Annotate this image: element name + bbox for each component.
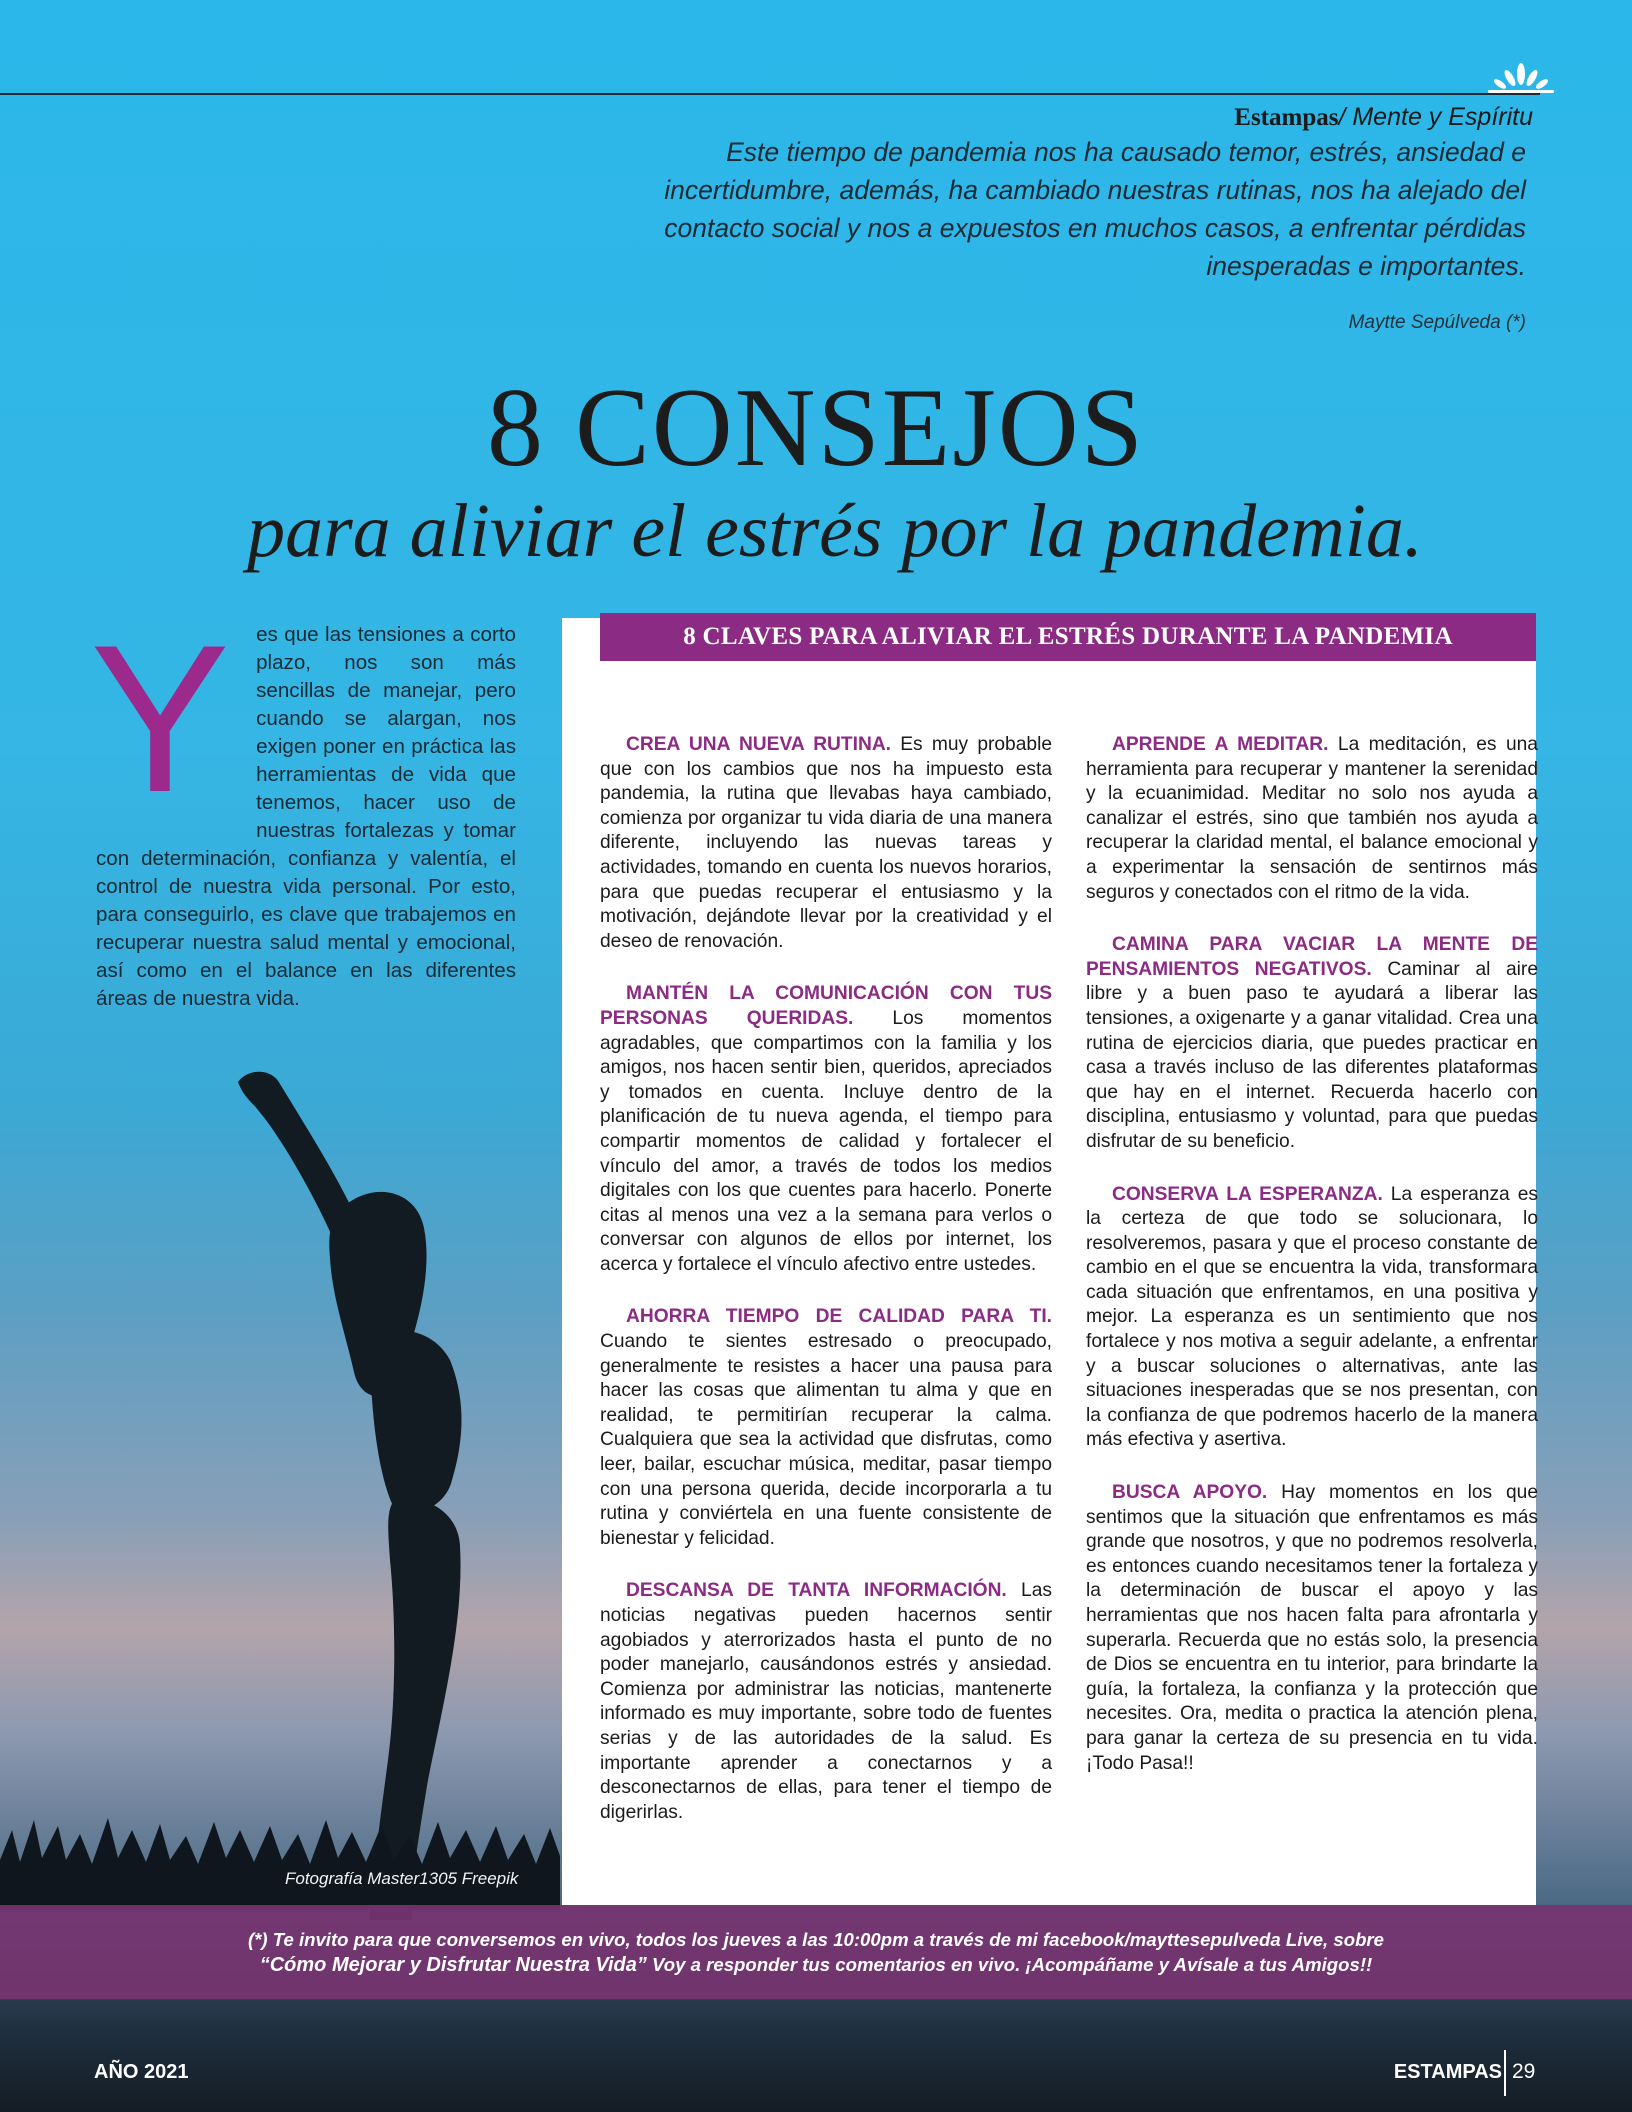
lead-text: es que las tensiones a corto plazo, nos son más sencillas de manejar, pero cuando se alargan, nos exigen poner en práctica las herramientas de vida que tenemos, hacer uso de nuestras fortalezas y tomar con determinación, confianza y valentía, el control de nuestra vida personal. Por esto, para conseguirlo, es clave que trabajemos en recuperar nuestra salud mental y emocional, así como en el balance en las diferentes áreas de nuestra vida. bbox=[96, 623, 516, 1010]
tip-item bbox=[1086, 1481, 1538, 1776]
page-number: 29 bbox=[1512, 2060, 1536, 2083]
tip-item bbox=[1086, 1183, 1538, 1454]
tip-item bbox=[600, 1305, 1052, 1551]
yoga-silhouette-image bbox=[220, 1060, 540, 1920]
section-name: / Mente y Espíritu bbox=[1338, 103, 1533, 131]
footer-line-1: (*) Te invito para que conversemos en vivo, todos los jueves a las 10:00pm a través de mi facebook/mayttesepulveda Live, sobre bbox=[247, 1929, 1385, 1950]
tip-item bbox=[600, 1579, 1052, 1825]
tip-heading: AHORRA TIEMPO DE CALIDAD PARA TI. bbox=[626, 1306, 1052, 1328]
tips-column-left bbox=[600, 733, 1052, 1853]
tip-item bbox=[1086, 733, 1538, 905]
article-subtitle: para aliviar el estrés por la pandemia. bbox=[247, 489, 1423, 573]
footer-invitation bbox=[0, 1927, 1632, 1978]
photo-credit: Fotografía Master1305 Freepik bbox=[285, 1869, 519, 1888]
tip-item bbox=[1086, 933, 1538, 1154]
tip-body: Hay momentos en los que sentimos que la situación que enfrentamos es más grande que nosotros, y que no podremos resolverla, es entonces cuando necesitamos tener la fortaleza y la determinación de buscar el apoyo y las herramientas que nos hacen falta para afrontarla y superarla. Recuerda que no estás solo, la presencia de Dios se encuentra en tu interior, para brindarte la guía, la fortaleza, la confianza y la protección que necesites. Ora, medita o practica la atención plena, para ganar la certeza de su presencia en tu vida. ¡Todo Pasa!! bbox=[1086, 1482, 1538, 1774]
lead-paragraph bbox=[90, 601, 516, 1013]
tip-body: La esperanza es la certeza de que todo se solucionara, lo resolveremos, pasara y que el proceso constante de cambio en el que se encuentra la vida, transformara cada situación que enfrentamos, en una positiva y mejor. La esperanza es un sentimiento que nos fortalece y nos motiva a seguir adelante, a enfrentar y a buscar soluciones o alternativas, ante las situaciones inesperadas que se nos presentan, con la confianza de que podremos hacerlo de la manera más efectiva y asertiva. bbox=[1086, 1183, 1538, 1451]
intro-quote: Este tiempo de pandemia nos ha causado temor, estrés, ansiedad e incertidumbre, además, ha cambiado nuestras rutinas, nos ha alejado del contacto social y nos a expuestos en muchos casos, a enfrentar pérdidas inesperadas e importantes. bbox=[664, 137, 1526, 281]
page-year: AÑO 2021 bbox=[94, 2061, 189, 2083]
top-rule bbox=[0, 93, 1540, 95]
grass-silhouette bbox=[0, 1800, 560, 1910]
tip-heading: CAMINA PARA VACIAR LA MENTE DE PENSAMIENTOS NEGATIVOS. bbox=[1086, 934, 1538, 980]
tip-body: La meditación, es una herramienta para recuperar y mantener la serenidad y la ecuanimidad. Meditar no solo nos ayuda a canalizar el estrés, sino que también nos ayuda a recuperar la claridad mental, el balance emocional y a experimentar la sensación de sentirnos más seguros y conectados con el ritmo de la vida. bbox=[1086, 734, 1538, 903]
tips-column-right bbox=[1086, 733, 1538, 1804]
tip-heading: CREA UNA NUEVA RUTINA. bbox=[626, 734, 892, 755]
tip-body: Cuando te sientes estresado o preocupado, generalmente te resistes a hacer una pausa para hacer las cosas que alimentan tu alma y que en realidad, te permitirían recuperar la calma. Cualquiera que sea la actividad que disfrutas, como leer, bailar, escuchar música, meditar, pasar tiempo con una persona querida, decide incorporarla a tu rutina y conviértela en una fuente consistente de bienestar y felicidad. bbox=[600, 1331, 1052, 1549]
page-separator bbox=[1504, 2050, 1506, 2096]
tip-heading: MANTÉN LA COMUNICACIÓN CON TUS PERSONAS QUERIDAS. bbox=[600, 983, 1052, 1029]
tip-heading: CONSERVA LA ESPERANZA. bbox=[1112, 1183, 1383, 1205]
author-byline: Maytte Sepúlveda (*) bbox=[1348, 312, 1526, 333]
drop-cap: Y bbox=[90, 601, 231, 836]
tip-body: Caminar al aire libre y a buen paso te ayudará a liberar las tensiones, a oxigenarte y a ganar vitalidad. Crea una rutina de ejercicios diaria, que puedes practicar en casa a través incluso de las diferentes plataformas que hay en el internet. Recuerda hacerlo con disciplina, entusiasmo y voluntad, para que puedas disfrutar de su beneficio. bbox=[1086, 958, 1538, 1152]
footer-line-2: Voy a responder tus comentarios en vivo. ¡Acompáñame y Avísale a tus Amigos!! bbox=[646, 1954, 1373, 1975]
brand-name: Estampas bbox=[1234, 104, 1339, 131]
tip-heading: DESCANSA DE TANTA INFORMACIÓN. bbox=[626, 1580, 1007, 1602]
tip-body: Los momentos agradables, que compartimos con la familia y los amigos, nos hacen sentir bien, queridos, apreciados y tomados en cuenta. Incluye dentro de la planificación de tu nueva agenda, el tiempo para compartir momentos de calidad y fortalecer el vínculo del amor, a través de todos los medios digitales con los que cuentes para hacerlo. Ponerte citas al menos una vez a la semana para verlos o conversar con algunos de ellos por internet, los acerca y fortalece el vínculo afectivo entre ustedes. bbox=[600, 1007, 1052, 1275]
magazine-name: ESTAMPAS bbox=[1393, 2061, 1502, 2083]
article-title: 8 CONSEJOS bbox=[487, 366, 1145, 490]
lotus-icon bbox=[1484, 62, 1558, 94]
section-label bbox=[1234, 103, 1533, 132]
tips-panel-title: 8 CLAVES PARA ALIVIAR EL ESTRÉS DURANTE LA PANDEMIA bbox=[600, 613, 1536, 661]
tip-item bbox=[600, 982, 1052, 1277]
tip-heading: APRENDE A MEDITAR. bbox=[1112, 734, 1329, 755]
tip-item bbox=[600, 733, 1052, 954]
tip-heading: BUSCA APOYO. bbox=[1112, 1482, 1268, 1504]
tip-body: Las noticias negativas pueden hacernos sentir agobiados y aterrorizados hasta el punto de no poder manejarlo, causándonos estrés y ansiedad. Comienza por administrar las noticias, mantenerte informado es muy importante, sobre todo de fuentes serias y de las autoridades de la salud. Es importante aprender a conectarnos y a desconectarnos de ellas, para tener el tiempo de digerirlas. bbox=[600, 1580, 1052, 1823]
footer-quote: “Cómo Mejorar y Disfrutar Nuestra Vida” bbox=[259, 1954, 647, 1976]
tip-body: Es muy probable que con los cambios que nos ha impuesto esta pandemia, la rutina que llevabas haya cambiado, comienza por organizar tu vida diaria de una manera diferente, incluyendo las nuevas tareas y actividades, tomando en cuenta los nuevos horarios, para que puedas recuperar el entusiasmo y la motivación, dejándote llevar por la creatividad y el deseo de renovación. bbox=[600, 734, 1052, 952]
